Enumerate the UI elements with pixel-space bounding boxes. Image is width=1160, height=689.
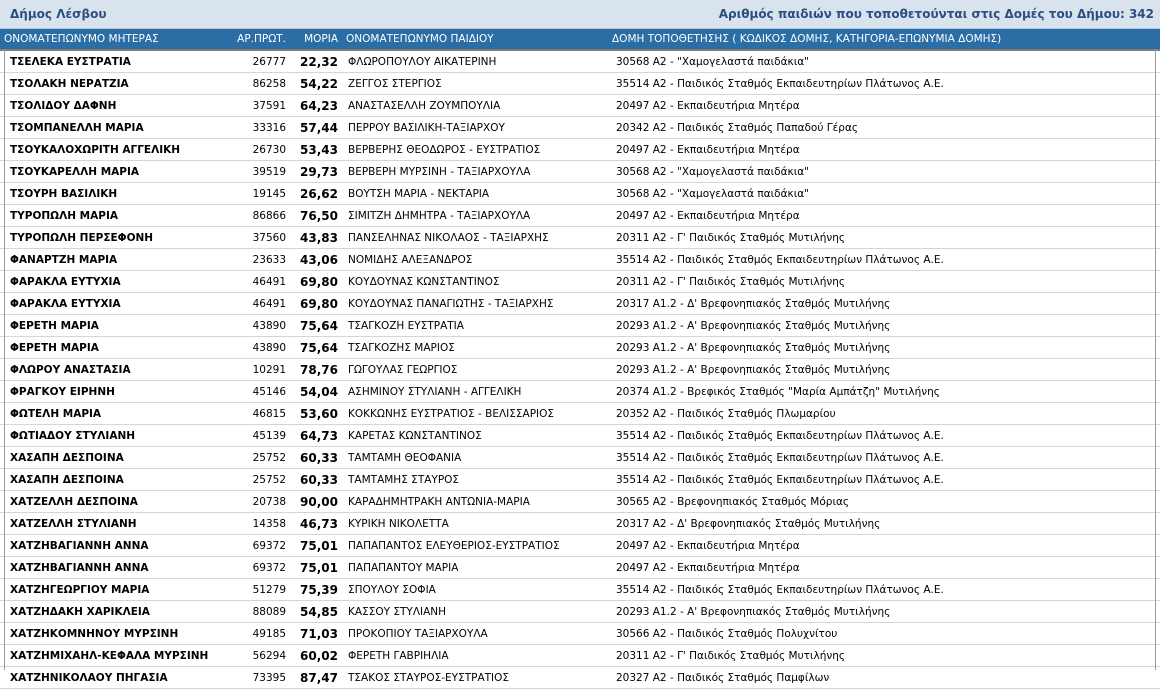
structure-cell: 20497 Α2 - Εκπαιδευτήρια Μητέρα: [608, 95, 1160, 117]
protocol-number-cell: 45139: [220, 425, 290, 447]
score-cell: 71,03: [290, 623, 342, 645]
score-cell: 69,80: [290, 271, 342, 293]
protocol-number-cell: 88089: [220, 601, 290, 623]
mother-name-cell: ΦΑΡΑΚΛΑ ΕΥΤΥΧΙΑ: [0, 271, 220, 293]
structure-cell: 35514 Α2 - Παιδικός Σταθμός Εκπαιδευτηρίων Πλάτωνος Α.Ε.: [608, 73, 1160, 95]
score-cell: 75,39: [290, 579, 342, 601]
structure-cell: 20311 Α2 - Γ' Παιδικός Σταθμός Μυτιλήνης: [608, 271, 1160, 293]
mother-name-cell: ΦΡΑΓΚΟΥ ΕΙΡΗΝΗ: [0, 381, 220, 403]
table-row: [0, 293, 1160, 315]
protocol-number-cell: 69372: [220, 557, 290, 579]
child-name-cell: ΚΑΡΕΤΑΣ ΚΩΝΣΤΑΝΤΙΝΟΣ: [342, 425, 608, 447]
table-row: [0, 73, 1160, 95]
table-row: [0, 667, 1160, 689]
table-row: [0, 50, 1160, 73]
score-cell: 54,04: [290, 381, 342, 403]
protocol-number-cell: 39519: [220, 161, 290, 183]
protocol-number-cell: 69372: [220, 535, 290, 557]
child-name-cell: ΤΑΜΤΑΜΗΣ ΣΤΑΥΡΟΣ: [342, 469, 608, 491]
table-row: [0, 601, 1160, 623]
children-count-label: Αριθμός παιδιών που τοποθετούνται στις Δομές του Δήμου: 342: [718, 7, 1154, 21]
table-row: [0, 249, 1160, 271]
score-cell: 43,83: [290, 227, 342, 249]
structure-cell: 20327 Α2 - Παιδικός Σταθμός Παμφίλων: [608, 667, 1160, 689]
score-cell: 75,64: [290, 337, 342, 359]
structure-cell: 20317 Α1.2 - Δ' Βρεφονηπιακός Σταθμός Μυτιλήνης: [608, 293, 1160, 315]
score-cell: 53,43: [290, 139, 342, 161]
mother-name-cell: ΤΣΟΥΚΑΛΟΧΩΡΙΤΗ ΑΓΓΕΛΙΚΗ: [0, 139, 220, 161]
table-header-row: [0, 29, 1160, 50]
score-cell: 29,73: [290, 161, 342, 183]
structure-cell: 30568 Α2 - "Χαμογελαστά παιδάκια": [608, 183, 1160, 205]
child-name-cell: ΚΟΥΔΟΥΝΑΣ ΚΩΝΣΤΑΝΤΙΝΟΣ: [342, 271, 608, 293]
score-cell: 46,73: [290, 513, 342, 535]
child-name-cell: ΠΡΟΚΟΠΙΟΥ ΤΑΞΙΑΡΧΟΥΛΑ: [342, 623, 608, 645]
protocol-number-cell: 86258: [220, 73, 290, 95]
child-name-cell: ΠΑΠΑΠΑΝΤΟΣ ΕΛΕΥΘΕΡΙΟΣ-ΕΥΣΤΡΑΤΙΟΣ: [342, 535, 608, 557]
child-name-cell: ΓΩΓΟΥΛΑΣ ΓΕΩΡΓΙΟΣ: [342, 359, 608, 381]
structure-cell: 20293 Α1.2 - Α' Βρεφονηπιακός Σταθμός Μυτιλήνης: [608, 337, 1160, 359]
structure-cell: 35514 Α2 - Παιδικός Σταθμός Εκπαιδευτηρίων Πλάτωνος Α.Ε.: [608, 425, 1160, 447]
mother-name-cell: ΤΣΟΥΡΗ ΒΑΣΙΛΙΚΗ: [0, 183, 220, 205]
mother-name-cell: ΦΑΝΑΡΤΖΗ ΜΑΡΙΑ: [0, 249, 220, 271]
protocol-number-cell: 46815: [220, 403, 290, 425]
mother-name-cell: ΧΑΤΖΗΜΙΧΑΗΛ-ΚΕΦΑΛΑ ΜΥΡΣΙΝΗ: [0, 645, 220, 667]
protocol-number-cell: 56294: [220, 645, 290, 667]
mother-name-cell: ΧΑΣΑΠΗ ΔΕΣΠΟΙΝΑ: [0, 469, 220, 491]
protocol-number-cell: 43890: [220, 315, 290, 337]
protocol-number-cell: 46491: [220, 271, 290, 293]
table-row: [0, 161, 1160, 183]
mother-name-cell: ΦΑΡΑΚΛΑ ΕΥΤΥΧΙΑ: [0, 293, 220, 315]
structure-cell: 20352 Α2 - Παιδικός Σταθμός Πλωμαρίου: [608, 403, 1160, 425]
score-cell: 26,62: [290, 183, 342, 205]
mother-name-cell: ΤΣΟΛΑΚΗ ΝΕΡΑΤΖΙΑ: [0, 73, 220, 95]
structure-cell: 20497 Α2 - Εκπαιδευτήρια Μητέρα: [608, 139, 1160, 161]
structure-cell: 20497 Α2 - Εκπαιδευτήρια Μητέρα: [608, 557, 1160, 579]
child-name-cell: ΒΕΡΒΕΡΗΣ ΘΕΟΔΩΡΟΣ - ΕΥΣΤΡΑΤΙΟΣ: [342, 139, 608, 161]
protocol-number-cell: 20738: [220, 491, 290, 513]
score-cell: 53,60: [290, 403, 342, 425]
child-name-cell: ΠΕΡΡΟΥ ΒΑΣΙΛΙΚΗ-ΤΑΞΙΑΡΧΟΥ: [342, 117, 608, 139]
protocol-number-cell: 14358: [220, 513, 290, 535]
child-name-cell: ΤΣΑΓΚΟΖΗ ΕΥΣΤΡΑΤΙΑ: [342, 315, 608, 337]
table-row: [0, 205, 1160, 227]
structure-cell: 20497 Α2 - Εκπαιδευτήρια Μητέρα: [608, 205, 1160, 227]
protocol-number-cell: 25752: [220, 469, 290, 491]
structure-cell: 35514 Α2 - Παιδικός Σταθμός Εκπαιδευτηρίων Πλάτωνος Α.Ε.: [608, 579, 1160, 601]
protocol-number-cell: 37591: [220, 95, 290, 117]
mother-name-cell: ΤΥΡΟΠΩΛΗ ΜΑΡΙΑ: [0, 205, 220, 227]
table-row: [0, 315, 1160, 337]
structure-cell: 20317 Α2 - Δ' Βρεφονηπιακός Σταθμός Μυτιλήνης: [608, 513, 1160, 535]
child-name-cell: ΣΠΟΥΛΟΥ ΣΟΦΙΑ: [342, 579, 608, 601]
score-cell: 22,32: [290, 50, 342, 73]
score-cell: 78,76: [290, 359, 342, 381]
table-row: [0, 227, 1160, 249]
mother-name-cell: ΤΣΟΜΠΑΝΕΛΛΗ ΜΑΡΙΑ: [0, 117, 220, 139]
table-row: [0, 271, 1160, 293]
child-name-cell: ΑΝΑΣΤΑΣΕΛΛΗ ΖΟΥΜΠΟΥΛΙΑ: [342, 95, 608, 117]
mother-name-cell: ΦΩΤΕΛΗ ΜΑΡΙΑ: [0, 403, 220, 425]
structure-cell: 20293 Α1.2 - Α' Βρεφονηπιακός Σταθμός Μυτιλήνης: [608, 315, 1160, 337]
protocol-number-cell: 73395: [220, 667, 290, 689]
mother-name-cell: ΦΛΩΡΟΥ ΑΝΑΣΤΑΣΙΑ: [0, 359, 220, 381]
protocol-number-cell: 45146: [220, 381, 290, 403]
protocol-number-cell: 51279: [220, 579, 290, 601]
mother-name-cell: ΤΣΟΥΚΑΡΕΛΛΗ ΜΑΡΙΑ: [0, 161, 220, 183]
column-header-protocol: ΑΡ.ΠΡΩΤ.: [220, 29, 290, 50]
protocol-number-cell: 33316: [220, 117, 290, 139]
child-name-cell: ΒΕΡΒΕΡΗ ΜΥΡΣΙΝΗ - ΤΑΞΙΑΡΧΟΥΛΑ: [342, 161, 608, 183]
table-row: [0, 579, 1160, 601]
structure-cell: 20293 Α1.2 - Α' Βρεφονηπιακός Σταθμός Μυτιλήνης: [608, 359, 1160, 381]
score-cell: 69,80: [290, 293, 342, 315]
protocol-number-cell: 46491: [220, 293, 290, 315]
score-cell: 75,01: [290, 557, 342, 579]
structure-cell: 35514 Α2 - Παιδικός Σταθμός Εκπαιδευτηρίων Πλάτωνος Α.Ε.: [608, 447, 1160, 469]
protocol-number-cell: 43890: [220, 337, 290, 359]
mother-name-cell: ΧΑΤΖΗΔΑΚΗ ΧΑΡΙΚΛΕΙΑ: [0, 601, 220, 623]
structure-cell: 20311 Α2 - Γ' Παιδικός Σταθμός Μυτιλήνης: [608, 227, 1160, 249]
protocol-number-cell: 26777: [220, 50, 290, 73]
table-row: [0, 447, 1160, 469]
table-row: [0, 139, 1160, 161]
protocol-number-cell: 26730: [220, 139, 290, 161]
child-name-cell: ΣΙΜΙΤΖΗ ΔΗΜΗΤΡΑ - ΤΑΞΙΑΡΧΟΥΛΑ: [342, 205, 608, 227]
table-row: [0, 337, 1160, 359]
child-name-cell: ΠΑΝΣΕΛΗΝΑΣ ΝΙΚΟΛΑΟΣ - ΤΑΞΙΑΡΧΗΣ: [342, 227, 608, 249]
structure-cell: 35514 Α2 - Παιδικός Σταθμός Εκπαιδευτηρίων Πλάτωνος Α.Ε.: [608, 249, 1160, 271]
mother-name-cell: ΤΥΡΟΠΩΛΗ ΠΕΡΣΕΦΟΝΗ: [0, 227, 220, 249]
protocol-number-cell: 23633: [220, 249, 290, 271]
protocol-number-cell: 49185: [220, 623, 290, 645]
child-name-cell: ΑΣΗΜΙΝΟΥ ΣΤΥΛΙΑΝΗ - ΑΓΓΕΛΙΚΗ: [342, 381, 608, 403]
table-row: [0, 623, 1160, 645]
score-cell: 87,47: [290, 667, 342, 689]
child-name-cell: ΚΑΣΣΟΥ ΣΤΥΛΙΑΝΗ: [342, 601, 608, 623]
score-cell: 75,64: [290, 315, 342, 337]
protocol-number-cell: 37560: [220, 227, 290, 249]
mother-name-cell: ΤΣΟΛΙΔΟΥ ΔΑΦΝΗ: [0, 95, 220, 117]
mother-name-cell: ΧΑΤΖΕΛΛΗ ΣΤΥΛΙΑΝΗ: [0, 513, 220, 535]
table-row: [0, 403, 1160, 425]
structure-cell: 30568 Α2 - "Χαμογελαστά παιδάκια": [608, 50, 1160, 73]
municipality-title: Δήμος Λέσβου: [10, 7, 107, 21]
structure-cell: 20311 Α2 - Γ' Παιδικός Σταθμός Μυτιλήνης: [608, 645, 1160, 667]
protocol-number-cell: 86866: [220, 205, 290, 227]
score-cell: 60,33: [290, 469, 342, 491]
table-row: [0, 117, 1160, 139]
protocol-number-cell: 10291: [220, 359, 290, 381]
structure-cell: 20293 Α1.2 - Α' Βρεφονηπιακός Σταθμός Μυτιλήνης: [608, 601, 1160, 623]
score-cell: 60,02: [290, 645, 342, 667]
child-name-cell: ΚΟΚΚΩΝΗΣ ΕΥΣΤΡΑΤΙΟΣ - ΒΕΛΙΣΣΑΡΙΟΣ: [342, 403, 608, 425]
table-row: [0, 469, 1160, 491]
child-name-cell: ΚΥΡΙΚΗ ΝΙΚΟΛΕΤΤΑ: [342, 513, 608, 535]
child-name-cell: ΦΕΡΕΤΗ ΓΑΒΡΙΗΛΙΑ: [342, 645, 608, 667]
column-header-child: ΟΝΟΜΑΤΕΠΩΝΥΜΟ ΠΑΙΔΙΟΥ: [342, 29, 608, 50]
mother-name-cell: ΧΑΤΖΗΒΑΓΙΑΝΝΗ ΑΝΝΑ: [0, 557, 220, 579]
score-cell: 57,44: [290, 117, 342, 139]
column-header-structure: ΔΟΜΗ ΤΟΠΟΘΕΤΗΣΗΣ ( ΚΩΔΙΚΟΣ ΔΟΜΗΣ, ΚΑΤΗΓΟΡΙΑ-ΕΠΩΝΥΜΙΑ ΔΟΜΗΣ): [608, 29, 1160, 50]
table-right-border: [1155, 49, 1156, 670]
mother-name-cell: ΦΕΡΕΤΗ ΜΑΡΙΑ: [0, 315, 220, 337]
child-name-cell: ΤΣΑΓΚΟΖΗΣ ΜΑΡΙΟΣ: [342, 337, 608, 359]
score-cell: 64,23: [290, 95, 342, 117]
table-body: [0, 50, 1160, 689]
table-row: [0, 425, 1160, 447]
table-row: [0, 535, 1160, 557]
child-name-cell: ΖΕΓΓΟΣ ΣΤΕΡΓΙΟΣ: [342, 73, 608, 95]
score-cell: 54,22: [290, 73, 342, 95]
score-cell: 60,33: [290, 447, 342, 469]
score-cell: 75,01: [290, 535, 342, 557]
structure-cell: 30565 Α2 - Βρεφονηπιακός Σταθμός Μόριας: [608, 491, 1160, 513]
column-header-mother: ΟΝΟΜΑΤΕΠΩΝΥΜΟ ΜΗΤΕΡΑΣ: [0, 29, 220, 50]
score-cell: 64,73: [290, 425, 342, 447]
child-name-cell: ΤΣΑΚΟΣ ΣΤΑΥΡΟΣ-ΕΥΣΤΡΑΤΙΟΣ: [342, 667, 608, 689]
child-name-cell: ΠΑΠΑΠΑΝΤΟΥ ΜΑΡΙΑ: [342, 557, 608, 579]
structure-cell: 30568 Α2 - "Χαμογελαστά παιδάκια": [608, 161, 1160, 183]
table-row: [0, 645, 1160, 667]
structure-cell: 20374 Α1.2 - Βρεφικός Σταθμός "Μαρία Αμπάτζη" Μυτιλήνης: [608, 381, 1160, 403]
mother-name-cell: ΧΑΤΖΗΒΑΓΙΑΝΝΗ ΑΝΝΑ: [0, 535, 220, 557]
table-row: [0, 183, 1160, 205]
mother-name-cell: ΦΕΡΕΤΗ ΜΑΡΙΑ: [0, 337, 220, 359]
score-cell: 43,06: [290, 249, 342, 271]
mother-name-cell: ΧΑΣΑΠΗ ΔΕΣΠΟΙΝΑ: [0, 447, 220, 469]
child-name-cell: ΤΑΜΤΑΜΗ ΘΕΟΦΑΝΙΑ: [342, 447, 608, 469]
mother-name-cell: ΤΣΕΛΕΚΑ ΕΥΣΤΡΑΤΙΑ: [0, 50, 220, 73]
score-cell: 76,50: [290, 205, 342, 227]
placement-table: [0, 29, 1160, 689]
mother-name-cell: ΧΑΤΖΕΛΛΗ ΔΕΣΠΟΙΝΑ: [0, 491, 220, 513]
structure-cell: 20497 Α2 - Εκπαιδευτήρια Μητέρα: [608, 535, 1160, 557]
mother-name-cell: ΧΑΤΖΗΝΙΚΟΛΑΟΥ ΠΗΓΑΣΙΑ: [0, 667, 220, 689]
mother-name-cell: ΧΑΤΖΗΓΕΩΡΓΙΟΥ ΜΑΡΙΑ: [0, 579, 220, 601]
score-cell: 90,00: [290, 491, 342, 513]
child-name-cell: ΚΟΥΔΟΥΝΑΣ ΠΑΝΑΓΙΩΤΗΣ - ΤΑΞΙΑΡΧΗΣ: [342, 293, 608, 315]
child-name-cell: ΒΟΥΤΣΗ ΜΑΡΙΑ - ΝΕΚΤΑΡΙΑ: [342, 183, 608, 205]
table-row: [0, 491, 1160, 513]
protocol-number-cell: 19145: [220, 183, 290, 205]
column-header-score: ΜΟΡΙΑ: [290, 29, 342, 50]
score-cell: 54,85: [290, 601, 342, 623]
table-left-border: [4, 49, 5, 670]
child-name-cell: ΚΑΡΑΔΗΜΗΤΡΑΚΗ ΑΝΤΩΝΙΑ-ΜΑΡΙΑ: [342, 491, 608, 513]
structure-cell: 35514 Α2 - Παιδικός Σταθμός Εκπαιδευτηρίων Πλάτωνος Α.Ε.: [608, 469, 1160, 491]
table-row: [0, 557, 1160, 579]
table-row: [0, 513, 1160, 535]
child-name-cell: ΦΛΩΡΟΠΟΥΛΟΥ ΑΙΚΑΤΕΡΙΝΗ: [342, 50, 608, 73]
table-row: [0, 95, 1160, 117]
child-name-cell: ΝΟΜΙΔΗΣ ΑΛΕΞΑΝΔΡΟΣ: [342, 249, 608, 271]
structure-cell: 20342 Α2 - Παιδικός Σταθμός Παπαδού Γέρας: [608, 117, 1160, 139]
structure-cell: 30566 Α2 - Παιδικός Σταθμός Πολυχνίτου: [608, 623, 1160, 645]
table-row: [0, 381, 1160, 403]
table-row: [0, 359, 1160, 381]
protocol-number-cell: 25752: [220, 447, 290, 469]
mother-name-cell: ΦΩΤΙΑΔΟΥ ΣΤΥΛΙΑΝΗ: [0, 425, 220, 447]
mother-name-cell: ΧΑΤΖΗΚΟΜΝΗΝΟΥ ΜΥΡΣΙΝΗ: [0, 623, 220, 645]
header-bar: [0, 0, 1160, 29]
